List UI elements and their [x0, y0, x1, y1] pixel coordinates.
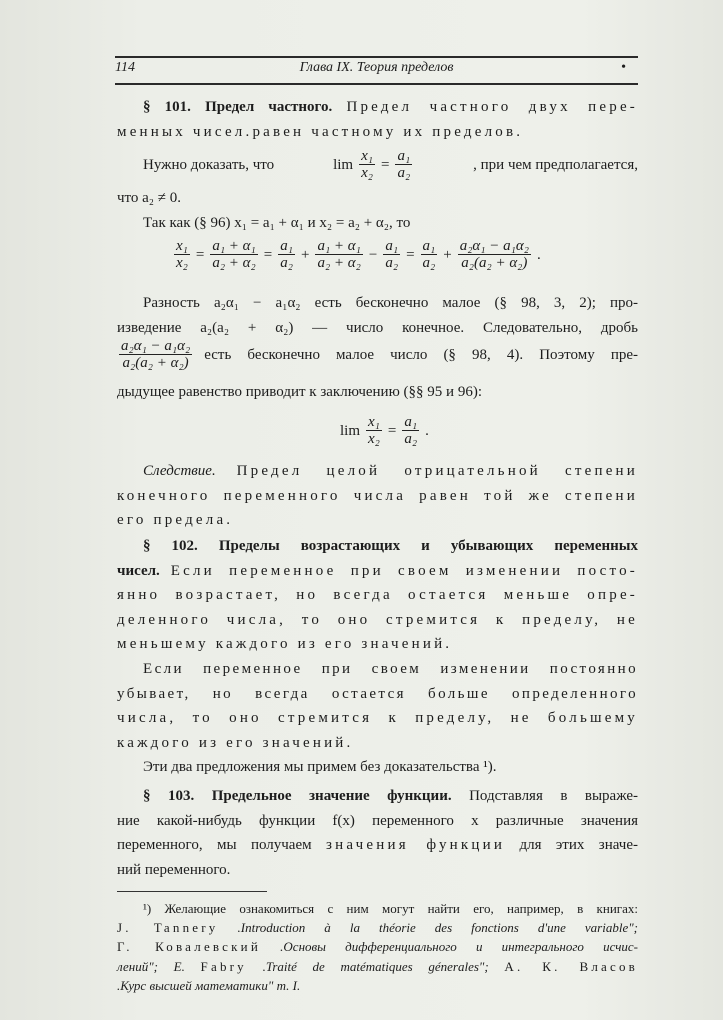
- text: Нужно доказать, что: [143, 156, 275, 173]
- section-103: § 103. Предельное значение функции. Подставляя в выраже- ние какой-нибудь функции f(x) переменного x различные значения переменного, мы получаем значения функции для этих значе- ний переменного.: [117, 788, 639, 878]
- footnote: ¹) Желающие ознакомиться с ним могут найти его, например, в книгах: J. Tannery .Introduction à la théorie des fonctions d'une variable"; Г. Ковалевский .Основы дифференциального и интегрального исчис- лений"; E. Fabry .Traité de matématiques génerales"; А. К. Власов .Курс высшей математики" т. I.: [117, 901, 639, 993]
- theorem-text: менных чисел.равен частному их пределов.: [117, 123, 524, 140]
- corollary: Следствие. Предел целой отрицательной степени конечного переменного числа равен той же степени его предела.: [117, 463, 639, 529]
- section-102: § 102. Пределы возрастающих и убывающих переменных чисел. Если переменное при своем изменении посто- янно возрастает, но всегда остается меньше опре- деленного числа, то оно стремится к пределу, не меньшему каждого из его значений. Если переменное при своем изменении постоянно убывает, но всегда остается больше определенного числа, то оно стремится к пределу, не большему каждого из его значений. Эти два предложения мы примем без доказательства ¹).: [117, 534, 638, 780]
- difference-paragraph: Разность a₂α₁ − a₁α₂ есть бесконечно малое (§ 98, 3, 2); про- изведение a₂(a₂ + α₂) — число конечное. Следовательно, дробь: [117, 295, 638, 336]
- header-mark: •: [621, 60, 626, 75]
- fraction: $\frac{\text{x₁}}{\text{x₂}}$: [361, 148, 373, 181]
- note: Эти два предложения мы примем без доказательства ¹).: [143, 759, 497, 776]
- theorem-text: Предел частного двух пере-: [346, 99, 639, 115]
- condition: [117, 186, 638, 235]
- header-top-rule: [115, 56, 638, 58]
- equation-1: $\frac{\text{x₁}}{\text{x₂}}$ = $\frac{\text{a₁ + α₁}}{\text{a₂ + α₂}}$ = $\frac{\text{a₁}}{\text{a₂}}$ + $\frac{\text{a₁ + α₁}}{\text{a₂ + α₂}}$ − $\frac{\text{a₁}}{\text{a₂}}$ = $\frac{\text{a₁}}{\text{a₂}}$ + $\frac{\text{a₂α₁ − a₁α₂}}{\text{a₂(a₂ + α₂)}}$ .: [176, 238, 541, 271]
- lim-operator: lim: [333, 156, 354, 173]
- header-bottom-rule: [115, 83, 638, 85]
- equation-2: lim $\frac{\text{x₁}}{\text{x₂}}$ = $\frac{\text{a₁}}{\text{a₂}}$ .: [340, 414, 429, 447]
- fraction-line: $\frac{\text{a₂α₁ − a₁α₂}}{\text{a₂(a₂ + α₂)}}$ есть бесконечно малое число (§ 98, 4). Поэтому пре-: [121, 338, 638, 371]
- text: , при чем предполагается,: [473, 156, 638, 173]
- need-to-prove: Нужно доказать, что lim $\frac{\text{x₁}}{\text{x₂}}$ = $\frac{\text{a₁}}{\text{a₂}}$ , при чем предполагается,: [143, 148, 638, 181]
- fraction: $\frac{\text{a₁}}{\text{a₂}}$: [397, 148, 411, 181]
- condition-text: что a₂ ≠ 0.: [117, 190, 182, 206]
- since-text: Так как (§ 96) x₁ = a₁ + α₁ и x₂ = a₂ + α₂, то: [143, 214, 411, 231]
- section-101: [117, 95, 638, 144]
- footnote-rule: [117, 891, 267, 892]
- conclusion-text: дыдущее равенство приводит к заключению (§§ 95 и 96):: [117, 384, 482, 400]
- section-heading: § 101. Предел частного.: [143, 99, 333, 115]
- page-number: 114: [115, 60, 135, 75]
- chapter-title: Глава IX. Теория пределов: [299, 60, 454, 75]
